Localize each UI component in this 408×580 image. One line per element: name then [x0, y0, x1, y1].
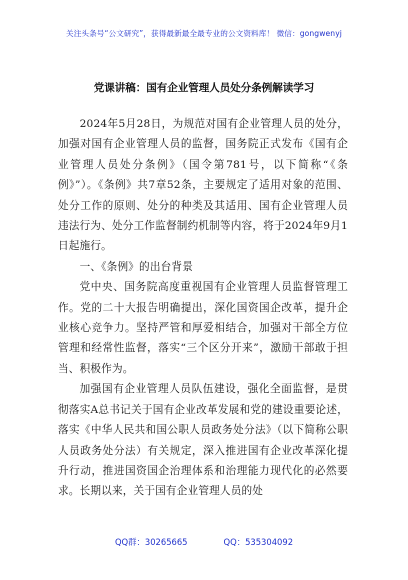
section-heading: 一、《条例》的出台背景 — [79, 260, 194, 273]
document-title: 党课讲稿：国有企业管理人员处分条例解读学习 — [93, 82, 315, 94]
qq-number: QQ：535304092 — [223, 537, 294, 547]
document-body — [58, 114, 348, 502]
paragraph-background: 党中央、国务院高度重视国有企业管理人员监督管理工作。党的二十大报告明确提出，深化国资国企改革，提升企业核心竞争力。坚持严管和厚爱相结合，加强对干部全方位管理和经常性监督，落实“三个区分开来”，激励干部敢于担当、积极作为。 — [58, 281, 348, 375]
promo-header: 关注头条号“公文研究”，获得最新最全最专业的公文资料库！ 微信：gongwenyj — [66, 29, 342, 38]
contact-footer — [0, 536, 408, 548]
paragraph-supervision: 加强国有企业管理人员队伍建设，强化全面监督，是贯彻落实A总书记关于国有企业改革发展和党的建设重要论述，落实《中华人民共和国公职人员政务处分法》（以下简称公职人员政务处分法）有关规定，深入推进国有企业改革深化提升行动，推进国资国企治理体系和治理能力现代化的必然要求。长期以来，关于国有企业管理人员的处 — [58, 383, 348, 498]
paragraph-intro: 2024年5月28日，为规范对国有企业管理人员的处分，加强对国有企业管理人员的监督，国务院正式发布《国有企业管理人员处分条例》（国令第781号，以下简称“《条例》”）。《条例》共7章52条，主要规定了适用对象的范围、处分工作的原则、处分的种类及其适用、国有企业管理人员违法行为、处分工作监督制约机制等内容，将于2024年9月1日起施行。 — [58, 118, 348, 253]
qq-group-number: QQ群：30265665 — [114, 537, 188, 547]
